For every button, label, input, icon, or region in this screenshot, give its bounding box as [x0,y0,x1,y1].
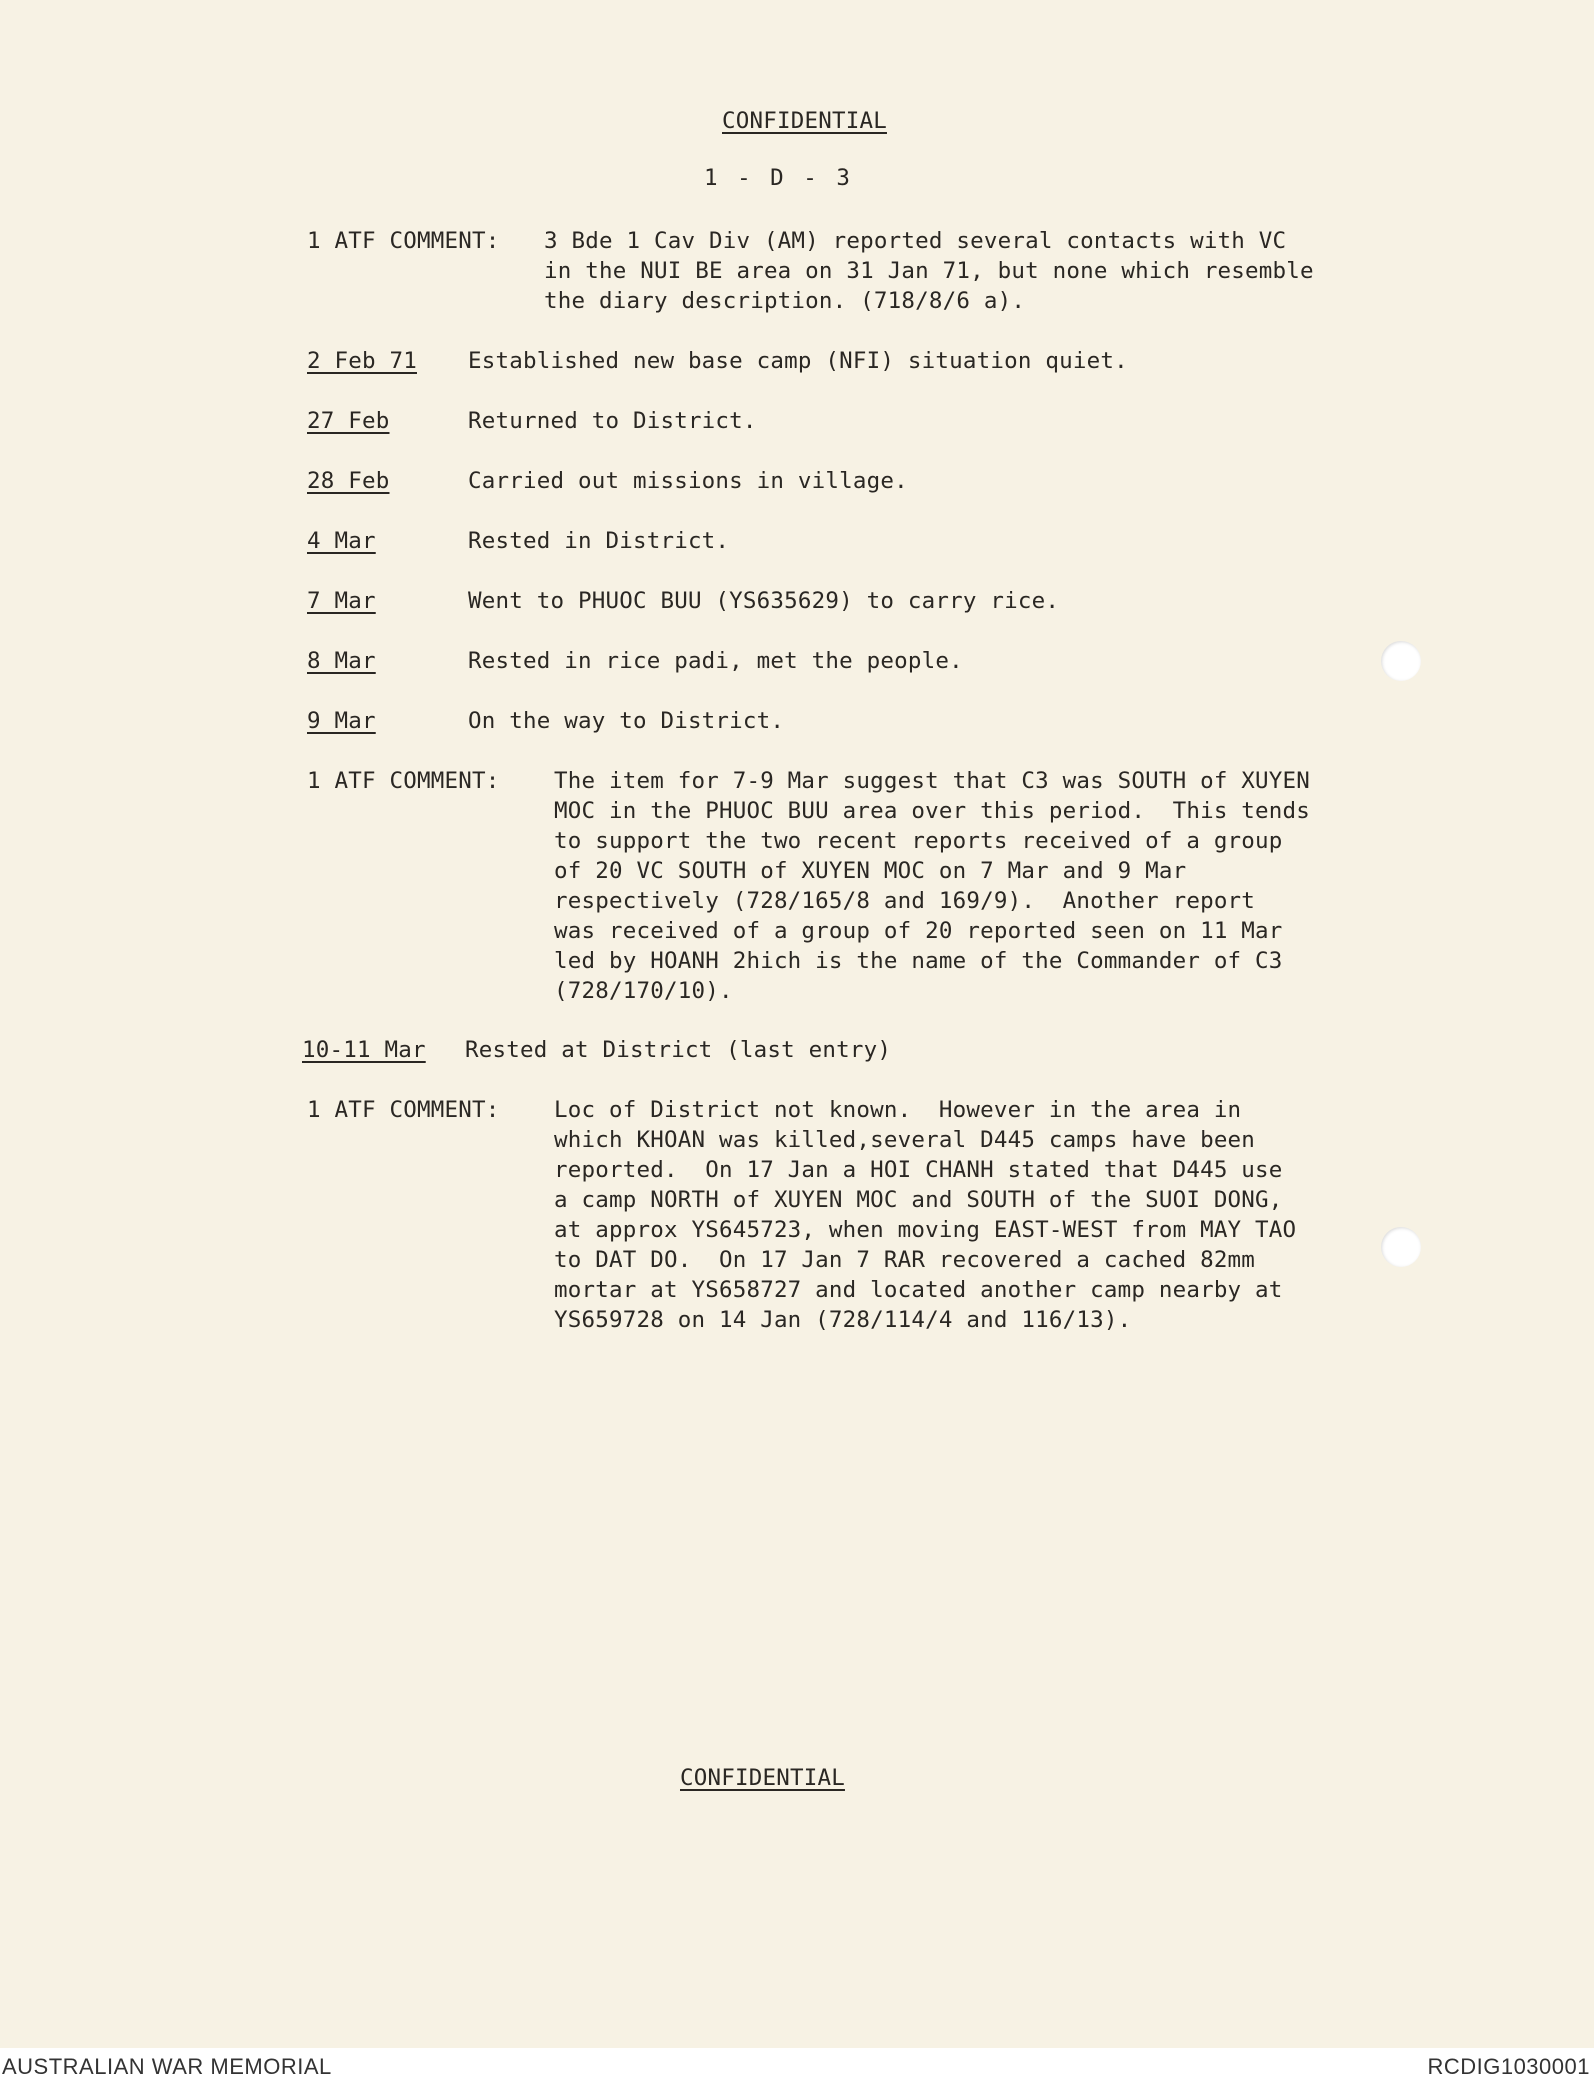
entry-text: Established new base camp (NFI) situation quiet. [468,348,1128,374]
comment-line: at approx YS645723, when moving EAST-WEST from MAY TAO [554,1217,1297,1243]
entry-text: Rested in District. [468,528,730,554]
comment-line: in the NUI BE area on 31 Jan 71, but none which resemble [544,258,1314,284]
atf-comment-body-1 [544,226,1314,316]
comment-line: Loc of District not known. However in the area in [554,1097,1242,1123]
entry-text: Rested in rice padi, met the people. [468,648,963,674]
entry-text: Rested at District (last entry) [465,1037,892,1063]
comment-line: to support the two recent reports received of a group [554,828,1283,854]
comment-line: was received of a group of 20 reported seen on 11 Mar [554,918,1283,944]
entry-date: 2 Feb 71 [307,348,417,374]
atf-comment-body-3 [554,1095,1296,1335]
comment-line: of 20 VC SOUTH of XUYEN MOC on 7 Mar and 9 Mar [554,858,1187,884]
comment-line: led by HOANH 2hich is the name of the Commander of C3 [554,948,1283,974]
comment-line: reported. On 17 Jan a HOI CHANH stated that D445 use [554,1157,1283,1183]
comment-line: the diary description. (718/8/6 a). [544,288,1026,314]
entry-date: 4 Mar [307,528,376,554]
comment-line: which KHOAN was killed,several D445 camps have been [554,1127,1256,1153]
comment-line: to DAT DO. On 17 Jan 7 RAR recovered a cached 82mm [554,1247,1256,1273]
archive-source: AUSTRALIAN WAR MEMORIAL [2,2054,332,2079]
comment-line: a camp NORTH of XUYEN MOC and SOUTH of the SUOI DONG, [554,1187,1283,1213]
entry-date: 7 Mar [307,588,376,614]
entry-date: 9 Mar [307,708,376,734]
comment-line: (728/170/10). [554,978,733,1004]
entry-text: On the way to District. [468,708,785,734]
comment-line: respectively (728/165/8 and 169/9). Another report [554,888,1256,914]
entry-text: Returned to District. [468,408,757,434]
entry-text: Went to PHUOC BUU (YS635629) to carry rice. [468,588,1060,614]
comment-line: MOC in the PHUOC BUU area over this period. This tends [554,798,1311,824]
comment-line: 3 Bde 1 Cav Div (AM) reported several contacts with VC [544,228,1287,254]
comment-line: YS659728 on 14 Jan (728/114/4 and 116/13). [554,1307,1132,1333]
entry-date: 8 Mar [307,648,376,674]
punch-hole-top [1381,641,1421,681]
archive-record-id: RCDIG1030001 [1427,2054,1590,2079]
entry-date: 28 Feb [307,468,390,494]
comment-line: The item for 7-9 Mar suggest that C3 was SOUTH of XUYEN [554,768,1311,794]
punch-hole-bottom [1381,1227,1421,1267]
atf-comment-body-2 [554,766,1310,1006]
atf-comment-label-1: 1 ATF COMMENT: [307,228,500,254]
entry-date: 10-11 Mar [302,1037,426,1063]
footer-classification: CONFIDENTIAL [680,1765,845,1791]
header-classification: CONFIDENTIAL [722,108,887,134]
atf-comment-label-3: 1 ATF COMMENT: [307,1097,500,1123]
entry-text: Carried out missions in village. [468,468,908,494]
atf-comment-label-2: 1 ATF COMMENT: [307,768,500,794]
page-reference: 1 - D - 3 [704,165,853,191]
entry-date: 27 Feb [307,408,390,434]
comment-line: mortar at YS658727 and located another camp nearby at [554,1277,1283,1303]
